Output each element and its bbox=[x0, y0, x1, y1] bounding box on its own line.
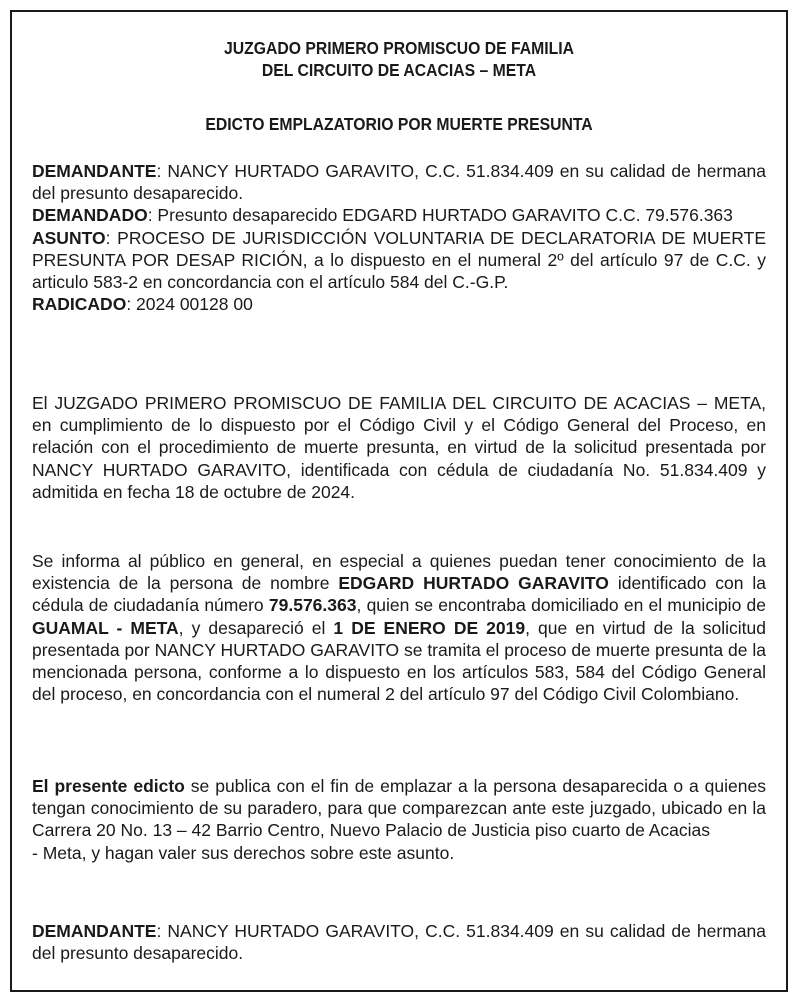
footer-plaintiff-line bbox=[32, 920, 766, 964]
id-number: 79.576.363 bbox=[268, 595, 357, 616]
defendant-line bbox=[32, 204, 766, 226]
notice-text-4: , y desapareció el bbox=[178, 617, 334, 638]
subject-text: : PROCESO DE JURISDICCIÓN VOLUNTARIA DE DECLARATORIA DE MUERTE PRESUNTA POR DESAP RICIÓN, a lo dispuesto en el numeral 2º del artículo 97 de C.C. y articulo 583-2 en concordancia con el artículo 584 del C.-G.P. bbox=[32, 227, 766, 293]
defendant-text: : Presunto desaparecido EDGARD HURTADO GARAVITO C.C. 79.576.363 bbox=[147, 205, 733, 226]
notice-text-2: identificado con la cédula de ciudadanía número bbox=[32, 573, 766, 616]
summons-body: se publica con el fin de emplazar a la persona desaparecida o a quienes tengan conocimiento de su paradero, para que comparezcan ante este juzgado, ubicado en la Carrera 20 No. 13 – 42 Barrio Centro, Nuevo Palacio de Justicia piso cuarto de Acacias bbox=[32, 776, 766, 841]
missing-person-name: EDGARD HURTADO GARAVITO bbox=[338, 573, 609, 594]
court-name bbox=[51, 37, 748, 81]
filed-line bbox=[32, 293, 766, 315]
case-details bbox=[32, 160, 766, 315]
notice-text-3: , quien se encontraba domiciliado en el municipio de bbox=[356, 595, 766, 616]
edict-notice bbox=[10, 10, 788, 992]
filed-text: : 2024 00128 00 bbox=[126, 294, 253, 315]
municipality: GUAMAL - META bbox=[32, 617, 179, 638]
plaintiff-label: DEMANDANTE bbox=[32, 161, 157, 181]
court-line-1: JUZGADO PRIMERO PROMISCUO DE FAMILIA bbox=[223, 38, 575, 58]
filed-label: RADICADO bbox=[32, 294, 127, 315]
notice-text-5: , que en virtud de la solicitud presentada por NANCY HURTADO GARAVITO se tramita el proceso de muerte presunta de la mencionada persona, conforme a lo dispuesto en los artículos 583, 584 del Código General del proceso, en concordancia con el numeral 2 del artículo 97 del Código Civil Colombiano. bbox=[32, 617, 766, 705]
summons-line-2: - Meta, y hagan valer sus derechos sobre este asunto. bbox=[32, 842, 455, 863]
footer-plaintiff-label: DEMANDANTE bbox=[32, 921, 157, 941]
footer-plaintiff bbox=[32, 920, 766, 964]
footer-plaintiff-text: : NANCY HURTADO GARAVITO, C.C. 51.834.409 en su calidad de hermana del presunto desaparecido. bbox=[32, 921, 766, 964]
court-line-2: DEL CIRCUITO DE ACACIAS – META bbox=[261, 60, 537, 80]
defendant-label: DEMANDADO bbox=[32, 205, 148, 226]
edict-title: EDICTO EMPLAZATORIO POR MUERTE PRESUNTA bbox=[205, 114, 593, 134]
plaintiff-line bbox=[32, 160, 766, 204]
summons-text bbox=[32, 775, 766, 842]
court-statement bbox=[32, 392, 766, 503]
subject-line bbox=[32, 227, 766, 294]
disappearance-date: 1 DE ENERO DE 2019 bbox=[333, 617, 526, 638]
public-notice-text bbox=[32, 550, 766, 705]
plaintiff-text: : NANCY HURTADO GARAVITO, C.C. 51.834.409 en su calidad de hermana del presunto desaparecido. bbox=[32, 161, 766, 204]
summons-lead: El presente edicto bbox=[32, 776, 185, 796]
court-statement-text: El JUZGADO PRIMERO PROMISCUO DE FAMILIA DEL CIRCUITO DE ACACIAS – META, en cumplimiento de lo dispuesto por el Código Civil y el Código General del Proceso, en relación con el procedimiento de muerte presunta, en virtud de la solicitud presentada por NANCY HURTADO GARAVITO, identificada con cédula de ciudadanía No. 51.834.409 y admitida en fecha 18 de octubre de 2024. bbox=[32, 393, 766, 502]
public-notice bbox=[32, 550, 766, 705]
subject-label: ASUNTO bbox=[32, 227, 106, 248]
notice-text-1: Se informa al público en general, en especial a quienes puedan tener conocimiento de la existencia de la persona de nombre bbox=[32, 551, 766, 594]
summons-paragraph bbox=[32, 775, 766, 864]
